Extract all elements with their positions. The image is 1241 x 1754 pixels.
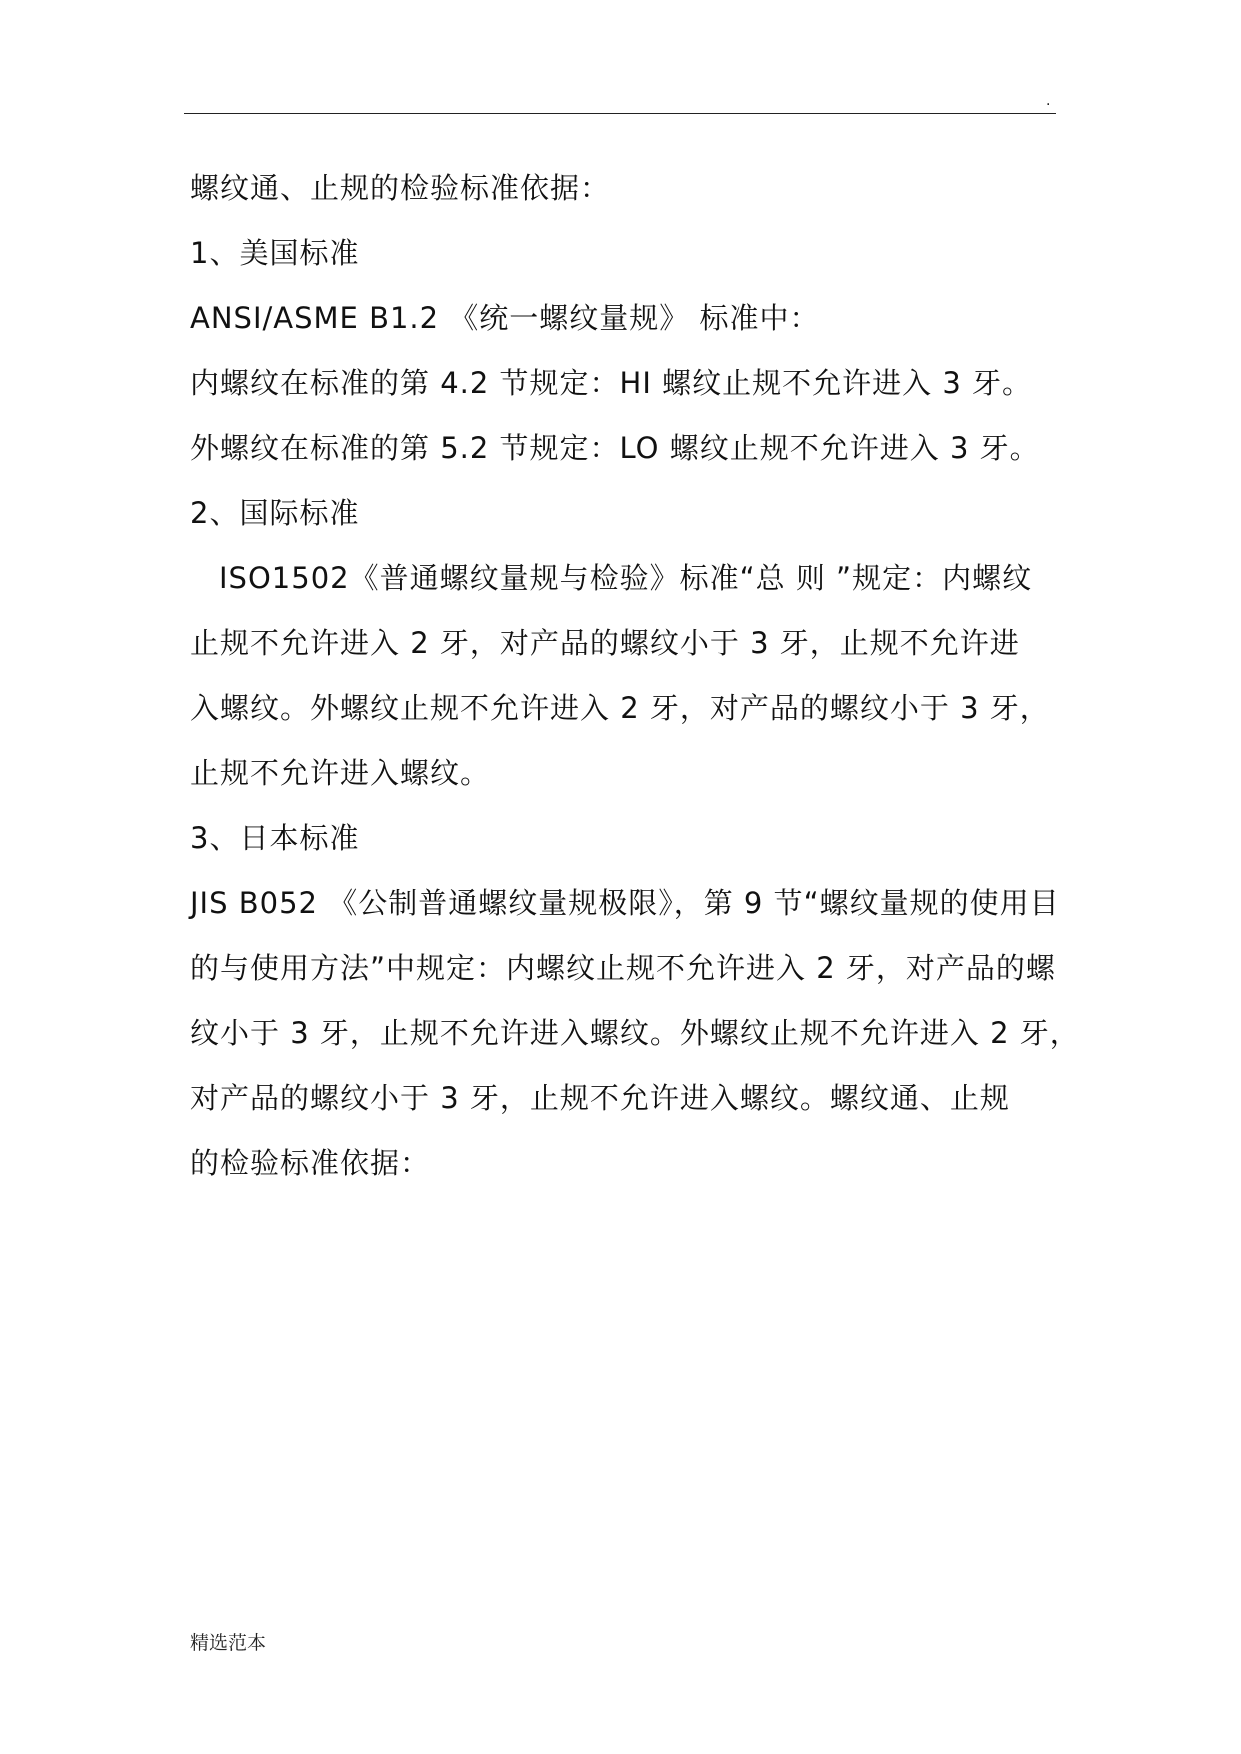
paragraph-line: 的与使用方法”中规定：内螺纹止规不允许进入 2 牙，对产品的螺: [190, 951, 1056, 985]
paragraph-line: JIS B052 《公制普通螺纹量规极限》，第 9 节“螺纹量规的使用目: [190, 886, 1060, 920]
paragraph-line: 对产品的螺纹小于 3 牙，止规不允许进入螺纹。螺纹通、止规: [190, 1081, 1010, 1115]
footer-label: 精选范本: [190, 1632, 267, 1654]
paragraph-line: 内螺纹在标准的第 4.2 节规定：HI 螺纹止规不允许进入 3 牙。: [190, 366, 1033, 400]
header-rule: [184, 113, 1056, 114]
document-body: [190, 156, 1080, 1196]
paragraph-line: 纹小于 3 牙，止规不允许进入螺纹。外螺纹止规不允许进入 2 牙，: [190, 1016, 1080, 1050]
header-mark: .: [1046, 93, 1051, 109]
paragraph-line: 入螺纹。外螺纹止规不允许进入 2 牙，对产品的螺纹小于 3 牙，: [190, 691, 1050, 725]
paragraph-line: ISO1502《普通螺纹量规与检验》标准“总 则 ”规定：内螺纹: [219, 561, 1033, 595]
doc-title: 螺纹通、止规的检验标准依据：: [190, 171, 611, 205]
paragraph-line: 止规不允许进入 2 牙，对产品的螺纹小于 3 牙，止规不允许进: [190, 626, 1020, 660]
paragraph-line: ANSI/ASME B1.2 《统一螺纹量规》 标准中：: [190, 301, 820, 335]
section-heading-us: 1、美国标准: [190, 236, 360, 270]
paragraph-line: 的检验标准依据：: [190, 1146, 431, 1180]
paragraph-line: 止规不允许进入螺纹。: [190, 756, 491, 790]
paragraph-line: 外螺纹在标准的第 5.2 节规定：LO 螺纹止规不允许进入 3 牙。: [190, 431, 1040, 465]
section-heading-intl: 2、国际标准: [190, 496, 360, 530]
section-heading-jp: 3、日本标准: [190, 821, 360, 855]
